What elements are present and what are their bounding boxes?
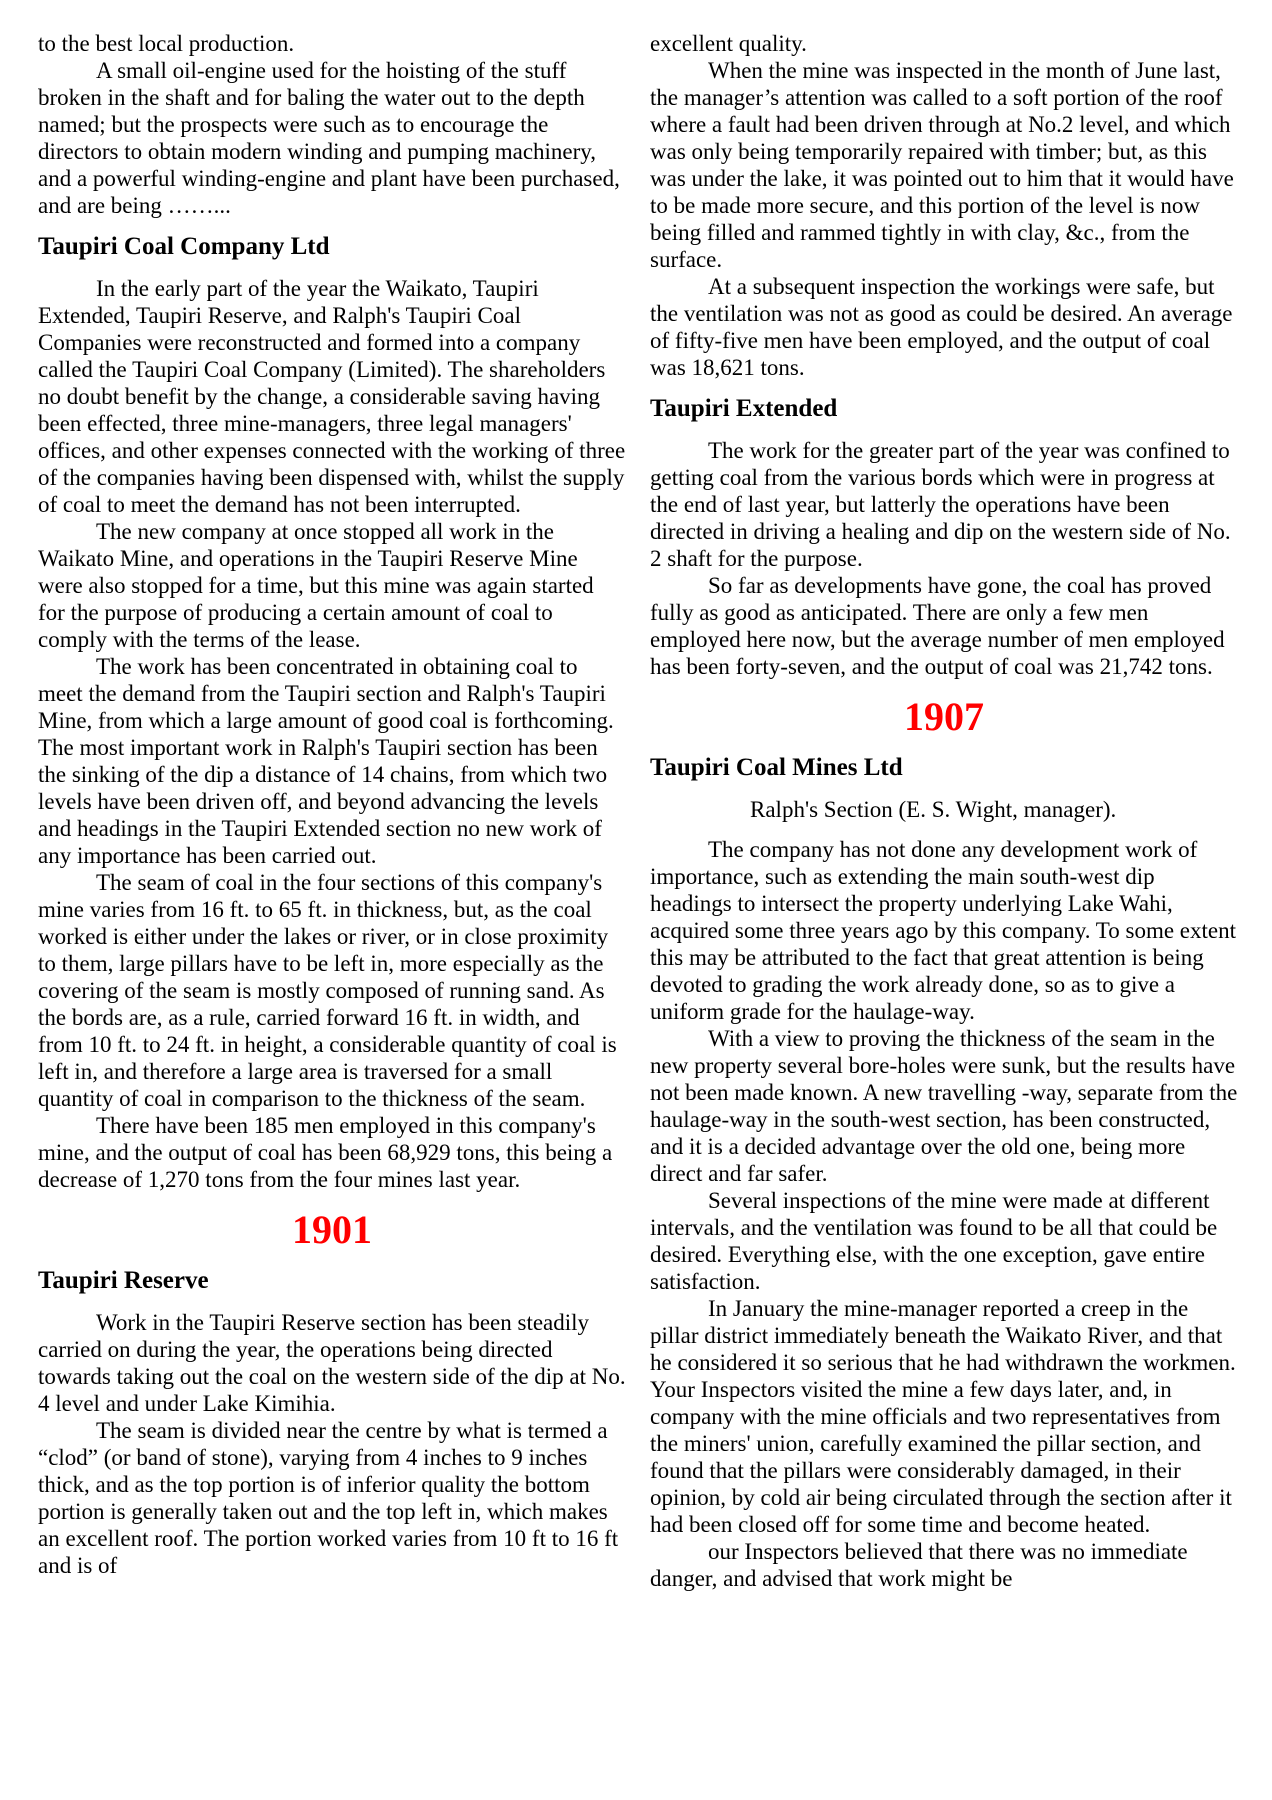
section-heading: Taupiri Reserve bbox=[38, 1267, 209, 1294]
body-paragraph: The new company at once stopped all work in the Waikato Mine, and operations in the Taupiri Reserve Mine were also stopped for a time, but this mine was again started for the purpose of producing a certain amount of coal to comply with the terms of the lease. bbox=[38, 519, 594, 652]
body-paragraph: So far as developments have gone, the coal has proved fully as good as anticipated. There are only a few men employed here now, but the average number of men employed has been forty-seven, and the output of coal was 21,742 tons. bbox=[650, 573, 1225, 679]
body-paragraph: The seam of coal in the four sections of this company's mine varies from 16 ft. to 65 ft. in thickness, but, as the coal worked is either under the lakes or river, or in close proximity to them, large pillars have to be left in, more especially as the covering of the seam is mostly composed of running sand. As the bords are, as a rule, carried forward 16 ft. in width, and from 10 ft. to 24 ft. in height, a considerable quantity of coal is left in, and therefore a large area is traversed for a small quantity of coal in comparison to the thickness of the seam. bbox=[38, 870, 617, 1111]
body-paragraph: The company has not done any development work of importance, such as extending the main south-west dip headings to intersect the property underlying Lake Wahi, acquired some three years ago by this company. To some extent this may be attributed to the fact that great attention is being devoted to grading the work already done, so as to give a uniform grade for the haulage-way. bbox=[650, 837, 1236, 1024]
body-paragraph: The seam is divided near the centre by what is termed a “clod” (or band of stone), varying from 4 inches to 9 inches thick, and as the top portion is of inferior quality the bottom portion is generally taken out and the top left in, which makes an excellent roof. The portion worked varies from 10 ft to 16 ft and is of bbox=[38, 1418, 619, 1578]
body-paragraph: Work in the Taupiri Reserve section has been steadily carried on during the year, the operations being directed towards taking out the coal on the western side of the dip at No. 4 level and under Lake Kimihia. bbox=[38, 1310, 626, 1416]
column-left bbox=[38, 30, 626, 1800]
section-heading: Taupiri Coal Company Ltd bbox=[38, 233, 330, 260]
body-paragraph: to the best local production. bbox=[38, 31, 295, 56]
year-heading: 1901 bbox=[292, 1207, 372, 1252]
body-paragraph: In the early part of the year the Waikato, Taupiri Extended, Taupiri Reserve, and Ralph's Taupiri Coal Companies were reconstructed and formed into a company called the Taupiri Coal Company (Limited). The shareholders no doubt benefit by the change, a considerable saving having been effected, three mine-managers, three legal managers' offices, and other expenses connected with the working of three of the companies having been dispensed with, whilst the supply of coal to meet the demand has not been interrupted. bbox=[38, 276, 626, 517]
body-paragraph: The work for the greater part of the year was confined to getting coal from the various bords which were in progress at the end of last year, but latterly the operations have been directed in driving a healing and dip on the western side of No. 2 shaft for the purpose. bbox=[650, 438, 1231, 571]
body-paragraph: At a subsequent inspection the workings were safe, but the ventilation was not as good as could be desired. An average of fifty-five men have been employed, and the output of coal was 18,621 tons. bbox=[650, 274, 1233, 380]
section-heading: Taupiri Coal Mines Ltd bbox=[650, 754, 903, 781]
body-paragraph: excellent quality. bbox=[650, 31, 807, 56]
section-subtitle: Ralph's Section (E. S. Wight, manager). bbox=[750, 797, 1117, 822]
body-paragraph: Several inspections of the mine were made at different intervals, and the ventilation was found to be all that could be desired. Everything else, with the one exception, gave entire satisfaction. bbox=[650, 1188, 1218, 1294]
section-heading: Taupiri Extended bbox=[650, 395, 838, 422]
body-paragraph: A small oil-engine used for the hoisting of the stuff broken in the shaft and for baling the water out to the depth named; but the prospects were such as to encourage the directors to obtain modern winding and pumping machinery, and a powerful winding-engine and plant have been purchased, and are being ……... bbox=[38, 58, 620, 218]
body-paragraph: When the mine was inspected in the month of June last, the manager’s attention was called to a soft portion of the roof where a fault had been driven through at No.2 level, and which was only being temporarily repaired with timber; but, as this was under the lake, it was pointed out to him that it would have to be made more secure, and this portion of the level is now being filled and rammed tightly in with clay, &c., from the surface. bbox=[650, 58, 1234, 272]
body-paragraph: our Inspectors believed that there was no immediate danger, and advised that work might be bbox=[650, 1539, 1188, 1591]
body-paragraph: There have been 185 men employed in this company's mine, and the output of coal has been 68,929 tons, this being a decrease of 1,270 tons from the four mines last year. bbox=[38, 1113, 613, 1192]
body-paragraph: The work has been concentrated in obtaining coal to meet the demand from the Taupiri section and Ralph's Taupiri Mine, from which a large amount of good coal is forthcoming. The most important work in Ralph's Taupiri section has been the sinking of the dip a distance of 14 chains, from which two levels have been driven off, and beyond advancing the levels and headings in the Taupiri Extended section no new work of any importance has been carried out. bbox=[38, 654, 614, 868]
body-paragraph: With a view to proving the thickness of the seam in the new property several bore-holes were sunk, but the results have not been made known. A new travelling -way, separate from the haulage-way in the south-west section, has been constructed, and it is a decided advantage over the old one, being more direct and far safer. bbox=[650, 1026, 1238, 1186]
year-heading: 1907 bbox=[904, 694, 984, 739]
column-right bbox=[650, 30, 1238, 1800]
body-paragraph: In January the mine-manager reported a creep in the pillar district immediately beneath the Waikato River, and that he considered it so serious that he had withdrawn the workmen. Your Inspectors visited the mine a few days later, and, in company with the mine officials and two representatives from the miners' union, carefully examined the pillar section, and found that the pillars were considerably damaged, in their opinion, by cold air being circulated through the section after it had been closed off for some time and become heated. bbox=[650, 1296, 1236, 1537]
